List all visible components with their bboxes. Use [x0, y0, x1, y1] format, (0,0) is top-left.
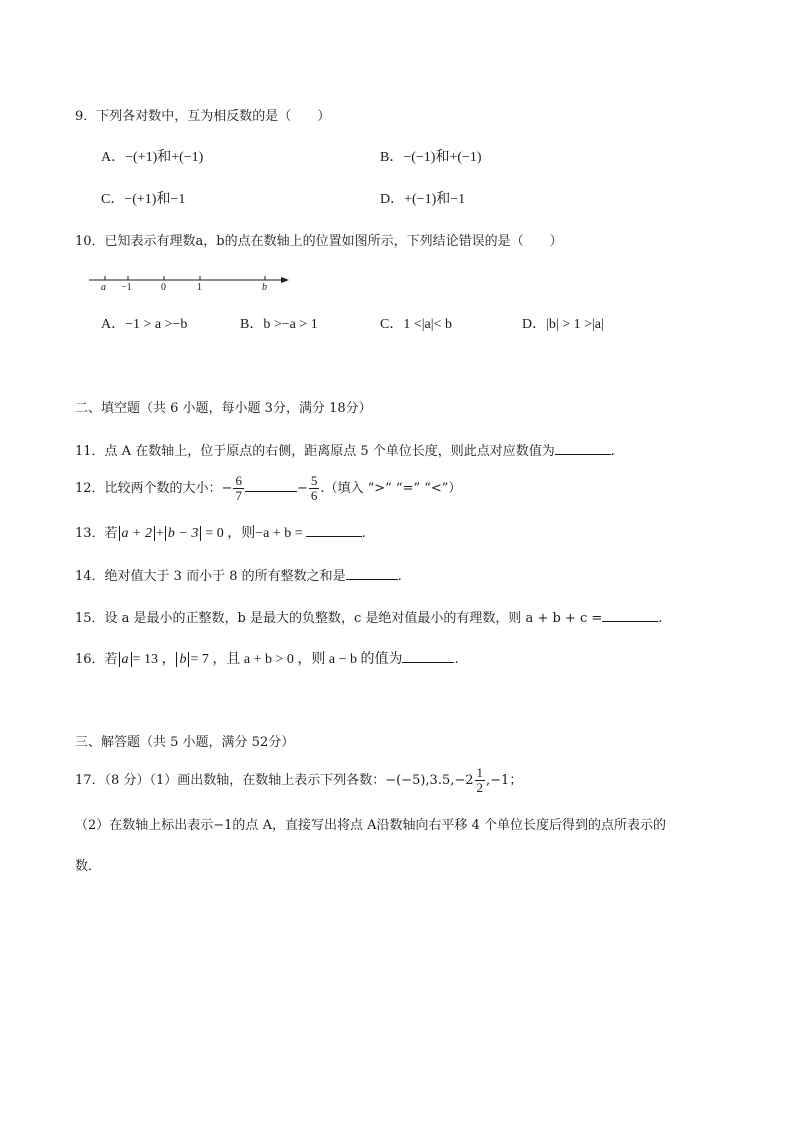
section-2-heading: 二、填空题（共 6 小题，每小题 3分，满分 18分） — [75, 401, 372, 416]
answer-blank[interactable] — [602, 609, 658, 622]
fraction-numerator: 6 — [235, 473, 242, 488]
q10-option-a: A．−1 > a >−b — [101, 317, 188, 332]
q14 — [75, 567, 402, 586]
q16 — [75, 650, 459, 669]
q14-period: . — [397, 569, 402, 584]
abs-b: b — [176, 652, 189, 667]
q11-period: . — [610, 444, 615, 459]
fraction-denominator: 7 — [235, 488, 242, 503]
q15-text: 15．设 a 是最小的正整数，b 是最大的负整数，c 是绝对值最小的有理数，则 a + b + c = — [75, 611, 603, 626]
q17-line-3: 数． — [75, 859, 102, 874]
q16-period: . — [454, 652, 459, 667]
q9-option-c: C．−(+1)和−1 — [101, 192, 186, 207]
q15 — [75, 609, 662, 628]
q12-prefix: 12．比较两个数的大小：− — [75, 481, 233, 496]
q12-suffix: .（填入 “>” “=” “<”） — [320, 481, 462, 496]
fraction-5-6 — [309, 474, 320, 503]
fraction-denominator: 6 — [310, 488, 318, 503]
abs-a-plus-2: a + 2 — [119, 526, 155, 541]
q9-stem: 9．下列各对数中，互为相反数的是（ ） — [75, 109, 331, 124]
axis-label-a: a — [101, 282, 106, 293]
q17-suffix: ,−1； — [486, 773, 523, 788]
q17-line-2: （2）在数轴上标出表示−1的点 A，直接写出将点 A沿数轴向右平移 4 个单位长度后得到的点所表示的 — [75, 818, 667, 833]
q13-mid: = 0 ，则−a + b = — [205, 526, 303, 541]
q11 — [75, 442, 615, 461]
q9-option-b: B．−(−1)和+(−1) — [380, 150, 482, 165]
q13-period: . — [361, 526, 366, 541]
axis-label-neg1: −1 — [121, 282, 132, 293]
q12 — [75, 474, 461, 504]
number-line-figure — [85, 268, 295, 298]
q13-prefix: 13．若 — [75, 526, 118, 541]
q16-prefix: 16．若 — [75, 652, 118, 667]
answer-blank[interactable] — [306, 524, 362, 537]
fraction-6-7 — [233, 474, 244, 503]
axis-label-1: 1 — [197, 282, 202, 293]
answer-blank[interactable] — [402, 650, 454, 663]
q17-line-1 — [75, 766, 522, 796]
fraction-1-2 — [475, 766, 486, 795]
q17-prefix: 17．（8 分）（1）画出数轴，在数轴上表示下列各数：−(−5),3.5,−2 — [75, 773, 474, 788]
abs-b-minus-3: b − 3 — [165, 526, 201, 541]
q9-option-a: A．−(+1)和+(−1) — [101, 150, 204, 165]
q11-text: 11．点 A 在数轴上，位于原点的右侧，距离原点 5 个单位长度，则此点对应数值为 — [75, 444, 555, 459]
section-3-heading: 三、解答题（共 5 小题，满分 52分） — [75, 735, 295, 750]
answer-blank[interactable] — [555, 442, 611, 455]
q10-option-d: D．|b| > 1 >|a| — [522, 317, 604, 332]
axis-label-b: b — [262, 282, 267, 293]
q12-minus: − — [296, 481, 308, 496]
q13 — [75, 524, 366, 543]
q16-mid1: = 13 ， — [132, 652, 176, 667]
answer-blank[interactable] — [346, 567, 398, 580]
q9-option-d: D．+(−1)和−1 — [380, 192, 466, 207]
q16-mid2: = 7 ，且 a + b > 0 ，则 a − b 的值为 — [190, 652, 403, 667]
q15-period: . — [658, 611, 663, 626]
q10-stem: 10．已知表示有理数a，b的点在数轴上的位置如图所示，下列结论错误的是（ ） — [75, 234, 563, 249]
q10-option-c: C．1 <|a|< b — [380, 317, 452, 332]
axis-label-0: 0 — [161, 282, 166, 293]
fraction-numerator: 5 — [310, 473, 318, 488]
answer-blank[interactable] — [245, 479, 297, 492]
fraction-numerator: 1 — [476, 765, 484, 780]
fraction-denominator: 2 — [476, 780, 484, 795]
q14-text: 14．绝对值大于 3 而小于 8 的所有整数之和是 — [75, 569, 346, 584]
q10-option-b: B．b >−a > 1 — [240, 317, 318, 332]
plus-sign: + — [156, 526, 164, 541]
abs-a: a — [119, 652, 132, 667]
